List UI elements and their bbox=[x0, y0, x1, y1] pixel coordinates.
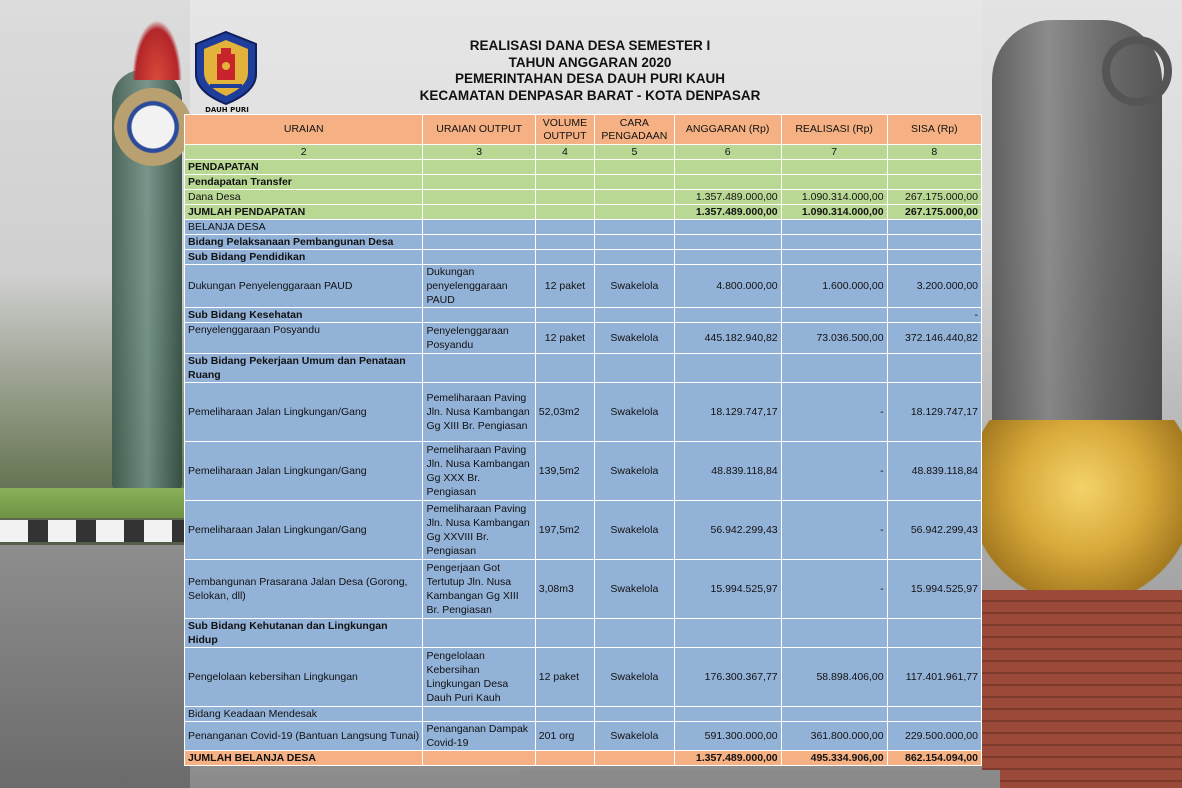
table-row bbox=[185, 205, 982, 220]
table-row bbox=[185, 383, 982, 442]
dana-desa-sisa: 267.175.000,00 bbox=[887, 190, 981, 205]
section-pendapatan: PENDAPATAN bbox=[185, 160, 423, 175]
kebersihan-realisasi: 58.898.406,00 bbox=[781, 648, 887, 707]
jalan3-realisasi: - bbox=[781, 501, 887, 560]
title-line-3: PEMERINTAHAN DESA DAUH PURI KAUH bbox=[454, 71, 725, 86]
got-volume: 3,08m3 bbox=[535, 560, 594, 619]
jumlah-pendapatan-realisasi: 1.090.314.000,00 bbox=[781, 205, 887, 220]
posyandu-sisa: 372.146.440,82 bbox=[887, 323, 981, 354]
table-row bbox=[185, 323, 982, 354]
dana-desa-label: Dana Desa bbox=[185, 190, 423, 205]
got-output: Pengerjaan Got Tertutup Jln. Nusa Kambangan Gg XIII Br. Pengiasan bbox=[423, 560, 535, 619]
table-row bbox=[185, 751, 982, 766]
jalan1-uraian: Pemeliharaan Jalan Lingkungan/Gang bbox=[185, 383, 423, 442]
road-surface bbox=[0, 545, 190, 788]
header-realisasi: REALISASI (Rp) bbox=[781, 115, 887, 145]
covid-volume: 201 org bbox=[535, 722, 594, 751]
paud-sisa: 3.200.000,00 bbox=[887, 265, 981, 308]
jalan3-cara: Swakelola bbox=[595, 501, 674, 560]
table-row bbox=[185, 560, 982, 619]
jumlah-pendapatan-anggaran: 1.357.489.000,00 bbox=[674, 205, 781, 220]
table-row bbox=[185, 648, 982, 707]
header-volume-output: VOLUME OUTPUT bbox=[535, 115, 594, 145]
jumlah-belanja-label: JUMLAH BELANJA DESA bbox=[185, 751, 423, 766]
paud-volume: 12 paket bbox=[535, 265, 594, 308]
jalan3-output: Pemeliharaan Paving Jln. Nusa Kambangan Gg XXVIII Br. Pengiasan bbox=[423, 501, 535, 560]
covid-realisasi: 361.800.000,00 bbox=[781, 722, 887, 751]
paud-anggaran: 4.800.000,00 bbox=[674, 265, 781, 308]
posyandu-realisasi: 73.036.500,00 bbox=[781, 323, 887, 354]
table-row bbox=[185, 501, 982, 560]
header-anggaran: ANGGARAN (Rp) bbox=[674, 115, 781, 145]
column-number: 4 bbox=[535, 145, 594, 160]
kebersihan-anggaran: 176.300.367,77 bbox=[674, 648, 781, 707]
covid-cara: Swakelola bbox=[595, 722, 674, 751]
posyandu-anggaran: 445.182.940,82 bbox=[674, 323, 781, 354]
logo-caption: DAUH PURI bbox=[205, 106, 249, 114]
column-number: 5 bbox=[595, 145, 674, 160]
jalan2-realisasi: - bbox=[781, 442, 887, 501]
got-uraian: Pembangunan Prasarana Jalan Desa (Gorong, Selokan, dll) bbox=[185, 560, 423, 619]
table-row bbox=[185, 707, 982, 722]
kebersihan-sisa: 117.401.961,77 bbox=[887, 648, 981, 707]
jalan2-output: Pemeliharaan Paving Jln. Nusa Kambangan Gg XXX Br. Pengiasan bbox=[423, 442, 535, 501]
title-line-1: REALISASI DANA DESA SEMESTER I bbox=[469, 38, 711, 53]
got-cara: Swakelola bbox=[595, 560, 674, 619]
sub-pendidikan-label: Sub Bidang Pendidikan bbox=[185, 250, 423, 265]
jalan2-uraian: Pemeliharaan Jalan Lingkungan/Gang bbox=[185, 442, 423, 501]
grass-strip bbox=[0, 488, 190, 518]
paud-uraian: Dukungan Penyelenggaraan PAUD bbox=[185, 265, 423, 308]
table-row bbox=[185, 722, 982, 751]
jalan1-anggaran: 18.129.747,17 bbox=[674, 383, 781, 442]
kebersihan-uraian: Pengelolaan kebersihan Lingkungan bbox=[185, 648, 423, 707]
budget-realization-table bbox=[184, 114, 982, 766]
covid-anggaran: 591.300.000,00 bbox=[674, 722, 781, 751]
covid-uraian: Penanganan Covid-19 (Bantuan Langsung Tunai) bbox=[185, 722, 423, 751]
table-row bbox=[185, 190, 982, 205]
sub-kehutanan-label: Sub Bidang Kehutanan dan Lingkungan Hidup bbox=[185, 619, 423, 648]
jalan1-volume: 52,03m2 bbox=[535, 383, 594, 442]
table-header-row bbox=[185, 115, 982, 145]
paud-cara: Swakelola bbox=[595, 265, 674, 308]
sub-kesehatan-sisa: - bbox=[887, 308, 981, 323]
bidang-mendesak-label: Bidang Keadaan Mendesak bbox=[185, 707, 423, 722]
paud-realisasi: 1.600.000,00 bbox=[781, 265, 887, 308]
bottom-rock bbox=[520, 770, 1000, 788]
jalan3-anggaran: 56.942.299,43 bbox=[674, 501, 781, 560]
table-row bbox=[185, 160, 982, 175]
jalan2-volume: 139,5m2 bbox=[535, 442, 594, 501]
table-row bbox=[185, 442, 982, 501]
table-row bbox=[185, 265, 982, 308]
got-anggaran: 15.994.525,97 bbox=[674, 560, 781, 619]
jalan2-anggaran: 48.839.118,84 bbox=[674, 442, 781, 501]
title-line-4: KECAMATAN DENPASAR BARAT - KOTA DENPASAR bbox=[419, 87, 761, 103]
column-number: 7 bbox=[781, 145, 887, 160]
clock-face-icon bbox=[114, 88, 192, 166]
sub-kesehatan-label: Sub Bidang Kesehatan bbox=[185, 308, 423, 323]
covid-sisa: 229.500.000,00 bbox=[887, 722, 981, 751]
sub-pu-label: Sub Bidang Pekerjaan Umum dan Penataan Ruang bbox=[185, 354, 423, 383]
table-row bbox=[185, 250, 982, 265]
kebersihan-volume: 12 paket bbox=[535, 648, 594, 707]
column-number: 3 bbox=[423, 145, 535, 160]
jalan2-sisa: 48.839.118,84 bbox=[887, 442, 981, 501]
jumlah-belanja-realisasi: 495.334.906,00 bbox=[781, 751, 887, 766]
jalan3-uraian: Pemeliharaan Jalan Lingkungan/Gang bbox=[185, 501, 423, 560]
covid-output: Penanganan Dampak Covid-19 bbox=[423, 722, 535, 751]
table-row bbox=[185, 175, 982, 190]
report-title-block bbox=[380, 38, 800, 104]
chakra-wheel-icon bbox=[1102, 36, 1172, 106]
section-belanja: BELANJA DESA bbox=[185, 220, 423, 235]
jalan3-sisa: 56.942.299,43 bbox=[887, 501, 981, 560]
paud-output: Dukungan penyelenggaraan PAUD bbox=[423, 265, 535, 308]
header-uraian-output: URAIAN OUTPUT bbox=[423, 115, 535, 145]
dana-desa-anggaran: 1.357.489.000,00 bbox=[674, 190, 781, 205]
column-number-row bbox=[185, 145, 982, 160]
column-number: 6 bbox=[674, 145, 781, 160]
jalan3-volume: 197,5m2 bbox=[535, 501, 594, 560]
village-emblem-logo bbox=[190, 30, 262, 106]
jalan1-realisasi: - bbox=[781, 383, 887, 442]
tower-flame-ornament bbox=[132, 20, 182, 80]
kebersihan-cara: Swakelola bbox=[595, 648, 674, 707]
kebersihan-output: Pengelolaan Kebersihan Lingkungan Desa Dauh Puri Kauh bbox=[423, 648, 535, 707]
table-row bbox=[185, 235, 982, 250]
curb-stripe bbox=[0, 520, 190, 542]
jalan1-cara: Swakelola bbox=[595, 383, 674, 442]
golden-lotus-illustration bbox=[982, 420, 1182, 590]
jumlah-pendapatan-sisa: 267.175.000,00 bbox=[887, 205, 981, 220]
jalan2-cara: Swakelola bbox=[595, 442, 674, 501]
jalan1-output: Pemeliharaan Paving Jln. Nusa Kambangan Gg XIII Br. Pengiasan bbox=[423, 383, 535, 442]
posyandu-cara: Swakelola bbox=[595, 323, 674, 354]
posyandu-uraian: Penyelenggaraan Posyandu bbox=[185, 323, 423, 354]
table-row bbox=[185, 220, 982, 235]
table-row bbox=[185, 619, 982, 648]
pendapatan-transfer-label: Pendapatan Transfer bbox=[185, 175, 423, 190]
jumlah-belanja-sisa: 862.154.094,00 bbox=[887, 751, 981, 766]
brick-pedestal bbox=[982, 590, 1182, 788]
title-line-2: TAHUN ANGGARAN 2020 bbox=[508, 54, 672, 70]
got-sisa: 15.994.525,97 bbox=[887, 560, 981, 619]
column-number: 8 bbox=[887, 145, 981, 160]
posyandu-output: Penyelenggaraan Posyandu bbox=[423, 323, 535, 354]
column-number: 2 bbox=[185, 145, 423, 160]
header-uraian: URAIAN bbox=[185, 115, 423, 145]
header-sisa: SISA (Rp) bbox=[887, 115, 981, 145]
jalan1-sisa: 18.129.747,17 bbox=[887, 383, 981, 442]
got-realisasi: - bbox=[781, 560, 887, 619]
posyandu-volume: 12 paket bbox=[535, 323, 594, 354]
jumlah-pendapatan-label: JUMLAH PENDAPATAN bbox=[185, 205, 423, 220]
table-row bbox=[185, 308, 982, 323]
table-row bbox=[185, 354, 982, 383]
dana-desa-realisasi: 1.090.314.000,00 bbox=[781, 190, 887, 205]
jumlah-belanja-anggaran: 1.357.489.000,00 bbox=[674, 751, 781, 766]
bidang-pembangunan-label: Bidang Pelaksanaan Pembangunan Desa bbox=[185, 235, 423, 250]
header-cara-pengadaan: CARA PENGADAAN bbox=[595, 115, 674, 145]
